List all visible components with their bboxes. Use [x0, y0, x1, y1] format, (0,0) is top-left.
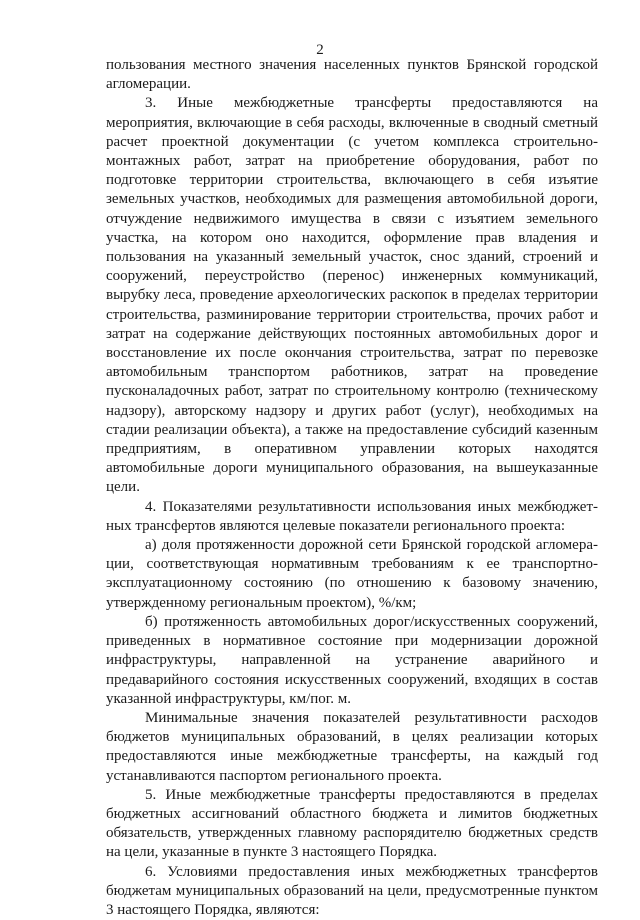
paragraph-item-6: 6. Условиями предоставления иных межбюджетных трансфертов бюджетам муниципальных образований на цели, предусмотренные пунктом 3 настоящего Порядка, являются:: [106, 863, 598, 918]
paragraph-item-5: 5. Иные межбюджетные трансферты предоставляются в пределах бюджетных ассигнований областного бюджета и лимитов бюджетных обязательств, утвержденных главному распорядителю бюджетных средств на цели, указанные в пункте 3 настоящего Порядка.: [106, 786, 598, 861]
paragraph-subitem-b: б) протяженность автомобильных дорог/искусственных сооружений, приведенных в нормативное состояние при модернизации дорожной инфраструктуры, направленной на устранение аварийного и предаварийного состояния искусственных сооружений, входящих в состав указанной инфраструктуры, км/пог. м.: [106, 613, 598, 707]
document-body: [106, 56, 598, 920]
page-number: 2: [316, 42, 324, 58]
paragraph-continuation: пользования местного значения населенных пунктов Брянской городской агломерации.: [106, 57, 598, 93]
paragraph-subitem-a: а) доля протяженности дорожной сети Брянской городской агломерации, соответствующая нормативным требованиям к ее транспортно-эксплуатационному состоянию (по отношению к базовому значению, утвержденному региональным проектом), %/км;: [106, 537, 598, 611]
paragraph-item-3: 3. Иные межбюджетные трансферты предоставляются на мероприятия, включающие в себя расходы, включенные в сводный сметный расчет проектной документации (с учетом комплекса строительно-монтажных работ, затрат на приобретение оборудования, работ по подготовке территории строительства, включающего в себя изъятие земельных участков, необходимых для размещения автомобильной дороги, отчуждение недвижимого имущества в связи с изъятием земельного участка, на котором оно находится, оформление прав владения и пользования на указанный земельный участок, снос зданий, строений и сооружений, переустройство (перенос) инженерных коммуникаций, вырубку леса, проведение археологических раскопок в пределах территории строительства, разминирование территории строительства, прочих работ и затрат на содержание действующих постоянных автомобильных дорог и восстановление их после окончания строительства, затрат по перевозке автомобильным транспортом работников, затрат на проведение пусконаладочных работ, затрат по строительному контролю (техническому надзору), авторскому надзору и других работ (услуг), необходимых на стадии реализации объекта), а также на предоставление субсидий казенным предприятиям, в оперативном управлении которых находятся автомобильные дороги муниципального образования, на вышеуказанные цели.: [106, 95, 598, 496]
paragraph-item-4: 4. Показателями результативности использования иных межбюджетных трансфертов являются целевые показатели регионального проекта:: [106, 498, 598, 534]
paragraph-minimum-values: Минимальные значения показателей результативности расходов бюджетов муниципальных образований, в целях реализации которых предоставляются иные межбюджетные трансферты, на каждый год устанавливаются паспортом регионального проекта.: [106, 709, 598, 784]
